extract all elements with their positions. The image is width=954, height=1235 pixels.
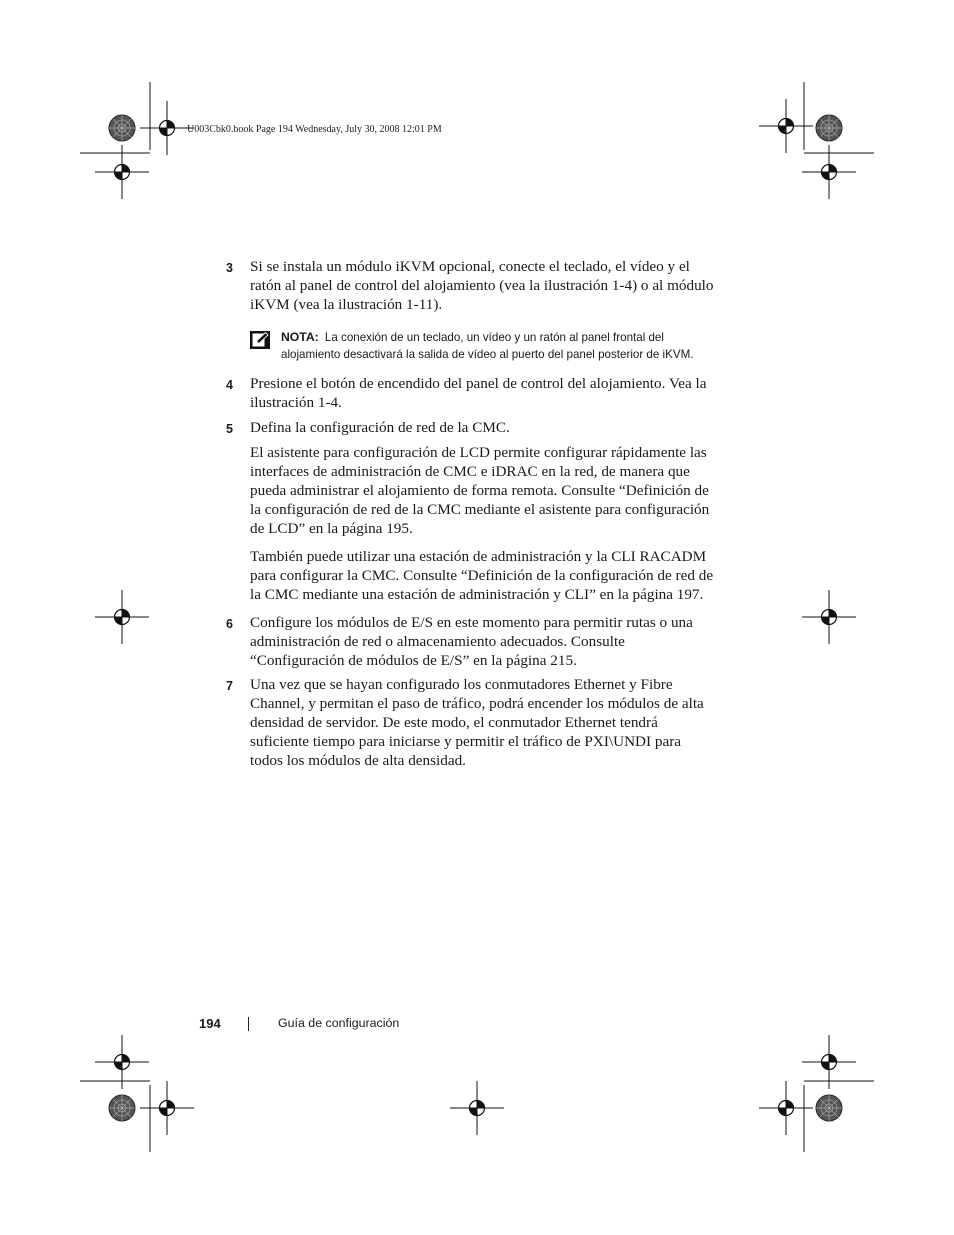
step-text: Defina la configuración de red de la CMC. xyxy=(250,418,510,436)
crop-marks-mid-right xyxy=(802,590,856,644)
step-5-paragraph: También puede utilizar una estación de administración y la CLI RACADM para configurar la CMC. Consulte “Definición de la configuración de red de la CMC mediante una estación de administración y CLI” en la página 197. xyxy=(250,547,714,603)
crop-marks-top-right xyxy=(759,82,874,199)
print-slug: U003Cbk0.book Page 194 Wednesday, July 30, 2008 12:01 PM xyxy=(187,124,442,135)
step-number: 6 xyxy=(226,616,233,631)
step-text: Si se instala un módulo iKVM opcional, conecte el teclado, el vídeo y el ratón al panel de control del alojamiento (vea la ilustración 1-4) o al módulo iKVM (vea la ilustración 1-11). xyxy=(250,258,714,313)
step-5-paragraph: El asistente para configuración de LCD permite configurar rápidamente las interfaces de administración de CMC e iDRAC en la red, de manera que pueda administrar el alojamiento de forma remota. Consulte “Definición de la configuración de red de la CMC mediante el asistente para configuración de LCD” en la página 195. xyxy=(250,444,710,538)
footer-title: Guía de configuración xyxy=(278,1016,400,1030)
note-text: La conexión de un teclado, un vídeo y un ratón al panel frontal del alojamiento desactivará la salida de vídeo al puerto del panel posterior de iKVM. xyxy=(281,330,694,361)
step-6 xyxy=(226,614,716,671)
crop-marks-mid-left xyxy=(95,590,149,644)
step-text: Configure los módulos de E/S en este momento para permitir rutas o una administración de red o almacenamiento adecuados. Consulte “Configuración de módulos de E/S” en la página 215. xyxy=(250,613,693,669)
step-text: Presione el botón de encendido del panel de control del alojamiento. Vea la ilustración 1-4. xyxy=(250,374,707,411)
crop-marks-bottom-right xyxy=(759,1035,874,1152)
crop-marks-bottom-left xyxy=(80,1035,194,1152)
main-content xyxy=(226,258,716,771)
step-7 xyxy=(226,676,716,771)
note-pencil-icon xyxy=(250,331,270,349)
step-3 xyxy=(226,258,716,315)
step-4 xyxy=(226,375,716,413)
step-5 xyxy=(226,419,716,438)
crop-marks-top-left xyxy=(80,82,194,199)
page-number: 194 xyxy=(199,1016,221,1031)
note-box xyxy=(226,329,716,363)
step-number: 3 xyxy=(226,261,233,275)
step-number: 4 xyxy=(226,377,233,392)
step-text: Una vez que se hayan configurado los conmutadores Ethernet y Fibre Channel, y permitan el paso de tráfico, podrá encender los módulos de alta densidad de servidor. De este modo, el conmutador Ethernet tendrá suficiente tiempo para iniciarse y permitir el tráfico de PXI\UNDI para todos los módulos de alta densidad. xyxy=(250,676,704,770)
step-number: 7 xyxy=(226,679,233,694)
note-label: NOTA: xyxy=(281,329,319,344)
crop-marks-bottom-center xyxy=(450,1081,504,1135)
footer-divider xyxy=(248,1017,249,1031)
step-number: 5 xyxy=(226,421,233,436)
